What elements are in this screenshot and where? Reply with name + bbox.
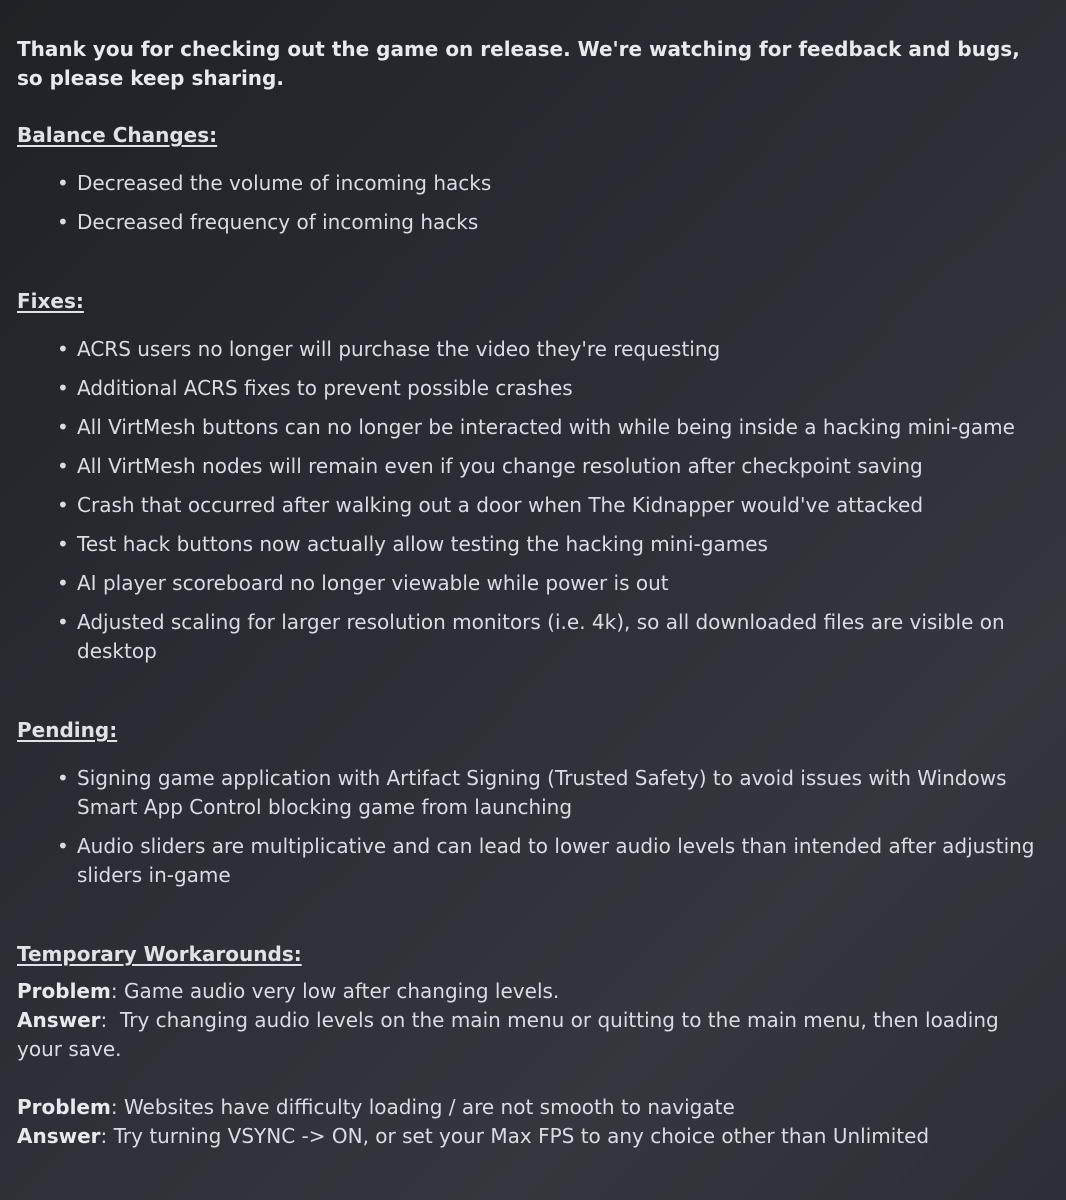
- list-item: [17, 491, 1047, 520]
- answer-label: Answer: [17, 1124, 101, 1148]
- bullet-icon: •: [57, 610, 69, 634]
- problem-label: Problem: [17, 1095, 111, 1119]
- list-item: [17, 169, 1047, 198]
- fixes-list: [17, 335, 1057, 666]
- fixes-heading: Fixes:: [17, 289, 84, 313]
- bullet-icon: •: [57, 571, 69, 595]
- workaround-entry: [17, 1093, 1057, 1151]
- list-item: [17, 608, 1047, 666]
- problem-text: : Websites have difficulty loading / are not smooth to navigate: [110, 1095, 735, 1119]
- list-item: [17, 764, 1047, 822]
- bullet-icon: •: [57, 532, 69, 556]
- list-item-text: All VirtMesh buttons can no longer be interacted with while being inside a hacking mini-game: [77, 415, 1015, 439]
- patch-notes-post: [17, 35, 1057, 1151]
- list-item-text: ACRS users no longer will purchase the video they're requesting: [77, 337, 721, 361]
- list-item-text: AI player scoreboard no longer viewable while power is out: [77, 571, 669, 595]
- list-item-text: Decreased the volume of incoming hacks: [77, 171, 492, 195]
- list-item-text: Signing game application with Artifact Signing (Trusted Safety) to avoid issues with Windows Smart App Control blocking game from launching: [77, 766, 1007, 819]
- problem-label: Problem: [17, 979, 111, 1003]
- list-item-text: Audio sliders are multiplicative and can lead to lower audio levels than intended after adjusting sliders in-game: [77, 834, 1035, 887]
- bullet-icon: •: [57, 493, 69, 517]
- bullet-icon: •: [57, 766, 69, 790]
- bullet-icon: •: [57, 376, 69, 400]
- balance-changes-heading: Balance Changes:: [17, 123, 218, 147]
- list-item-text: Test hack buttons now actually allow testing the hacking mini-games: [77, 532, 768, 556]
- answer-line: [17, 1122, 1027, 1151]
- list-item-text: Adjusted scaling for larger resolution monitors (i.e. 4k), so all downloaded files are visible on desktop: [77, 610, 1005, 663]
- problem-line: [17, 1093, 1027, 1122]
- temporary-workarounds-heading: Temporary Workarounds:: [17, 942, 302, 966]
- intro-text: Thank you for checking out the game on release. We're watching for feedback and bugs, so please keep sharing.: [17, 37, 1020, 90]
- list-item-text: Crash that occurred after walking out a door when The Kidnapper would've attacked: [77, 493, 924, 517]
- bullet-icon: •: [57, 834, 69, 858]
- problem-line: [17, 977, 1027, 1006]
- bullet-icon: •: [57, 454, 69, 478]
- list-item: [17, 452, 1047, 481]
- answer-label: Answer: [17, 1008, 101, 1032]
- bullet-icon: •: [57, 171, 69, 195]
- list-item: [17, 374, 1047, 403]
- pending-list: [17, 764, 1057, 890]
- answer-text: : Try turning VSYNC -> ON, or set your Max FPS to any choice other than Unlimited: [100, 1124, 930, 1148]
- bullet-icon: •: [57, 337, 69, 361]
- bullet-icon: •: [57, 415, 69, 439]
- list-item: [17, 413, 1047, 442]
- problem-text: : Game audio very low after changing levels.: [110, 979, 560, 1003]
- workaround-entry: [17, 977, 1057, 1064]
- list-item: [17, 569, 1047, 598]
- pending-heading: Pending:: [17, 718, 118, 742]
- list-item-text: Additional ACRS fixes to prevent possible crashes: [77, 376, 573, 400]
- answer-line: [17, 1006, 1027, 1064]
- list-item: [17, 335, 1047, 364]
- bullet-icon: •: [57, 210, 69, 234]
- list-item-text: All VirtMesh nodes will remain even if you change resolution after checkpoint saving: [77, 454, 923, 478]
- list-item: [17, 208, 1047, 237]
- balance-changes-list: [17, 169, 1057, 237]
- list-item: [17, 832, 1047, 890]
- list-item: [17, 530, 1047, 559]
- workarounds-list: [17, 977, 1057, 1151]
- list-item-text: Decreased frequency of incoming hacks: [77, 210, 479, 234]
- answer-text: : Try changing audio levels on the main menu or quitting to the main menu, then loading your save.: [17, 1008, 1006, 1061]
